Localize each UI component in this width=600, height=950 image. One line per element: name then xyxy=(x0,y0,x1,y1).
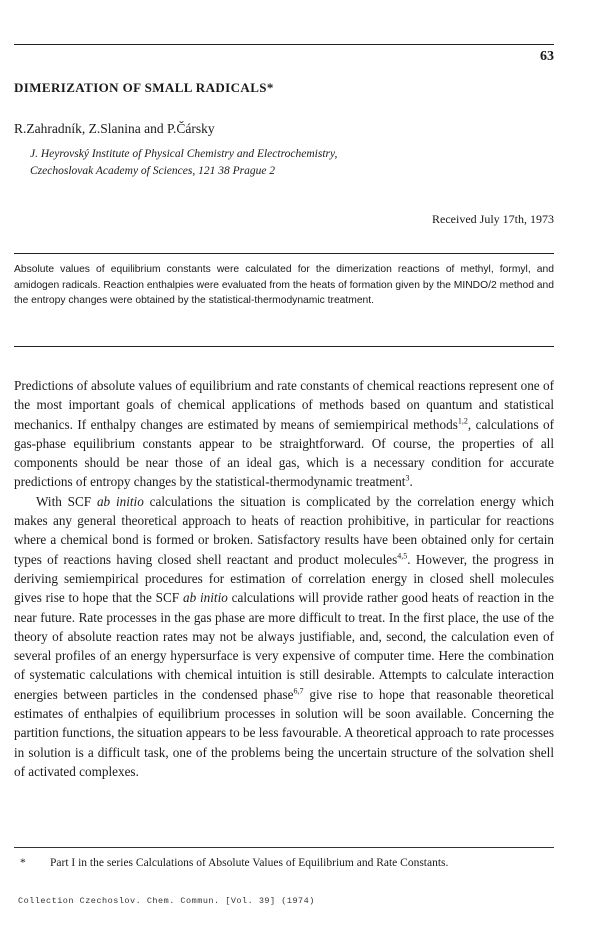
affiliation-line-1: J. Heyrovský Institute of Physical Chemistry and Electrochemistry, xyxy=(30,148,338,160)
citation-ref: 4,5 xyxy=(397,551,408,561)
p2-text-e: give rise to hope that reasonable theoretical estimates of enthalpies of equilibrium processes in solution will be soon available. Concerning the partition functions, the situation appears to be less favourable. A theoretical approach to rate processes in solution is a difficult task, one of the problems being the uncertain structure of the solvation shell of activated complexes. xyxy=(14,686,554,779)
p2-text-c: . However, the progress in deriving semiempirical procedures for estimation of correlation energy in closed shell molecules gives rise to hope that the SCF xyxy=(14,551,554,606)
affiliation xyxy=(30,146,337,180)
body-paragraph-1 xyxy=(14,376,554,492)
header-rule xyxy=(14,44,554,45)
p1-text-a: Predictions of absolute values of equilibrium and rate constants of chemical reactions represent one of the most important goals of chemical applications of methods based on quantum and statistical mechanics. If enthalpy changes are estimated by means of semiempirical methods xyxy=(14,378,554,432)
abstract: Absolute values of equilibrium constants were calculated for the dimerization reactions of methyl, formyl, and amidogen radicals. Reaction enthalpies were evaluated from the heats of formation given by the MINDO/2 method and the entropy changes were obtained by the statistical-thermodynamic treatment. xyxy=(14,264,554,306)
p1-text-c: . xyxy=(409,474,413,490)
citation-ref: 3 xyxy=(405,474,410,484)
body-paragraph-2 xyxy=(14,492,554,781)
p2-text-b: calculations the situation is complicated by the correlation energy which makes any general theoretical approach to heats of reaction prohibitive, in particular for reactions where a chemical bond is formed or broken. Satisfactory results have been obtained only for certain types of reactions having closed shell reactant and product molecules xyxy=(14,493,554,567)
citation-ref: 1,2 xyxy=(457,416,468,426)
article-title: DIMERIZATION OF SMALL RADICALS* xyxy=(14,80,274,95)
received-date: Received July 17th, 1973 xyxy=(432,212,554,226)
page-number: 63 xyxy=(540,49,554,64)
p2-emphasis-a: ab initio xyxy=(96,493,144,509)
abstract-bottom-rule xyxy=(14,346,554,347)
body-text xyxy=(14,376,554,781)
footnote-text: Part I in the series Calculations of Absolute Values of Equilibrium and Rate Constants. xyxy=(50,857,449,869)
p2-text-d: calculations will provide rather good heats of reaction in the near future. Rate processes in the gas phase are more difficult to treat. In the first place, the use of the theory of absolute reaction rates may not be always justifiable, and, second, the calculation even of several profiles of an energy hypersurface is very expensive of computer time. Here the combination of systematic calculations with chemical intuition is still desirable. Attempts to calculate interaction energies between particles in the condensed phase xyxy=(14,590,555,702)
p1-text-b: , calculations of gas-phase equilibrium constants appear to be straightforward. Of course, the properties of all components should be near those of an ideal gas, which is a necessary condition for accurate predictions of entropy changes by the statistical-thermodynamic treatment xyxy=(14,416,554,490)
p2-emphasis-c: ab initio xyxy=(182,590,228,606)
footnote xyxy=(20,857,560,869)
journal-citation: Collection Czechoslov. Chem. Commun. [Vol. 39] (1974) xyxy=(18,896,315,906)
footnote-mark: * xyxy=(20,857,26,869)
author-list: R.Zahradník, Z.Slanina and P.Čársky xyxy=(14,121,215,136)
abstract-top-rule xyxy=(14,253,554,254)
footnote-rule xyxy=(14,847,554,848)
citation-ref: 6,7 xyxy=(293,686,304,696)
p2-text-a: With SCF xyxy=(36,493,97,509)
affiliation-line-2: Czechoslovak Academy of Sciences, 121 38 Prague 2 xyxy=(30,165,276,177)
